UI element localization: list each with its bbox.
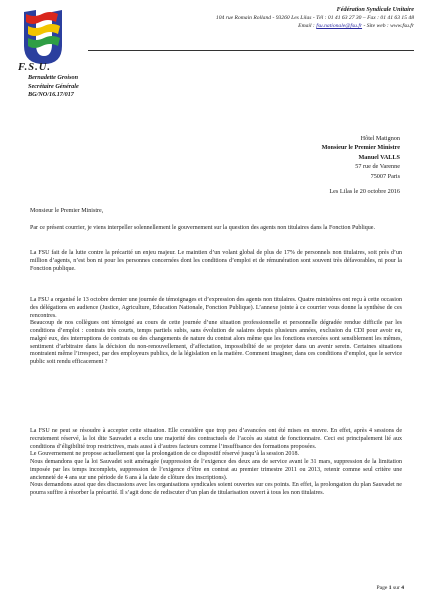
paragraph-3 xyxy=(30,297,402,367)
paragraph-1-text: Par ce présent courrier, je viens interpeller solennellement le gouvernement sur la question des agents non titulaires dans la Fonction Publique. xyxy=(30,225,376,231)
page-current: 1 xyxy=(388,585,392,591)
sender-reference: BG/NO/16.17/017 xyxy=(28,91,74,99)
fsu-logo-graphic xyxy=(20,8,66,66)
paragraph-2 xyxy=(30,250,402,273)
sender-role: Secrétaire Générale xyxy=(28,82,79,90)
organization-header xyxy=(216,6,414,31)
header-divider xyxy=(88,50,414,51)
sender-block xyxy=(28,74,79,100)
paragraph-4a-text: La FSU ne peut se résoudre à accepter cette situation. Elle considère que trop peu d’avancées ont été mises en œuvre. En effet, après 4 sessions de recrutement réservé, la loi dite Sauvadet a exclu une majorité des contractuels de l’accès au statut de fonctionnaire. Ceci est principalement lié aux conditions d’éligibilité trop restrictives, mais aussi à d’autres facteurs comme l’insuffisance des formations proposées. xyxy=(30,428,402,450)
paragraph-2-text: La FSU fait de la lutte contre la précarité un enjeu majeur. Le maintien d’un volant global de plus de 17% de personnels non titulaires, soit près d’un million d’agents, n’est bon ni pour les personnes concernées dont les conditions d’emploi et de rémunération sont souvent très défavorables, ni pour la Fonction publique. xyxy=(30,250,402,272)
paragraph-4d-text: Nous demandons aussi que des discussions avec les organisations syndicales soient ouvertes sur ces points. En effet, la prolongation du plan Sauvadet ne pourra suffire à résorber la précarité. Il s’agit donc de rediscuter d’un plan de titularisation ouvert à tous les non titulaires. xyxy=(30,482,402,496)
recipient-line-3: Manuel VALLS xyxy=(358,153,400,161)
letter-date: Les Lilas le 20 octobre 2016 xyxy=(329,188,400,195)
logo-text: F.S.U. xyxy=(18,62,51,73)
paragraph-4b-text: Le Gouvernement ne propose actuellement que la prolongation de ce dispositif réservé jusqu’à la session 2018. xyxy=(30,451,300,458)
fsu-logo xyxy=(20,8,66,66)
recipient-line-2: Monsieur le Premier Ministre xyxy=(321,144,400,152)
email-prefix: Email : xyxy=(298,23,317,30)
paragraph-4 xyxy=(30,428,402,498)
organization-name: Fédération Syndicale Unitaire xyxy=(336,6,414,13)
paragraph-3a-text: La FSU a organisé le 13 octobre dernier une journée de témoignages et d’expression des agents non titulaires. Quatre ministères ont reçu à cette occasion des délégations en audience (Justice, Agriculture, Education Nationale, Fonction Publique). L’annexe jointe à ce courrier vous donne la synthèse de ces rencontres. xyxy=(30,297,402,319)
recipient-line-1: Hôtel Matignon xyxy=(360,135,400,142)
page-number xyxy=(376,585,404,591)
paragraph-3b-text: Beaucoup de nos collègues ont témoigné au cours de cette journée d’une situation professionnelle et personnelle dégradée rendue difficile par les conditions d’emploi : contrats très courts, temps partiels subis, sans évolution de salaires depuis plusieurs années, exclusion du CDI pour avoir eu, malgré eux, des interruptions de contrats ou des changements de nature du contrat alors même que les fonctions exercées sont sensiblement les mêmes, sentiment d’arbitraire dans la décision du non-renouvellement, d’affectation, impossibilité de se projeter dans un avenir serein. Certaines situations montraient même l’irrespect, par des employeurs publics, de la législation en la matière. Comment imaginer, dans ces conditions d’emploi, que le service public soit rendu efficacement ? xyxy=(30,320,402,365)
salutation: Monsieur le Premier Ministre, xyxy=(30,208,104,214)
recipient-line-5: 75007 Paris xyxy=(370,172,400,180)
organization-contact xyxy=(216,22,414,30)
paragraph-4c-text: Nous demandons que la loi Sauvadet soit aménagée (suppression de l’exigence des deux ans de service avant le 31 mars, suppression de la limitation imposée par les temps incomplets, suppression de l’exigence d’être en contrat au premier trimestre 2011 ou 2013, retenir comme seul critère une ancienneté de 4 ans sur une période de 6 ans à la date de clôture des inscriptions). xyxy=(30,459,402,481)
recipient-line-4: 57 rue de Varenne xyxy=(355,163,400,171)
sender-name: Bernadette Groison xyxy=(28,74,79,81)
organization-address: 104 rue Romain Rolland - 93260 Les Lilas - Tél : 01 41 63 27 30 – Fax : 01 41 63 15 48 xyxy=(215,15,414,22)
page-total: 4 xyxy=(401,585,404,591)
website-text: - Site web : www.fsu.fr xyxy=(362,23,414,30)
page-word: Page xyxy=(376,585,388,591)
recipient-block xyxy=(322,134,400,181)
paragraph-1 xyxy=(30,225,402,233)
page-separator: sur xyxy=(392,585,400,591)
email-link[interactable]: fsu.nationale@fsu.fr xyxy=(316,23,363,30)
